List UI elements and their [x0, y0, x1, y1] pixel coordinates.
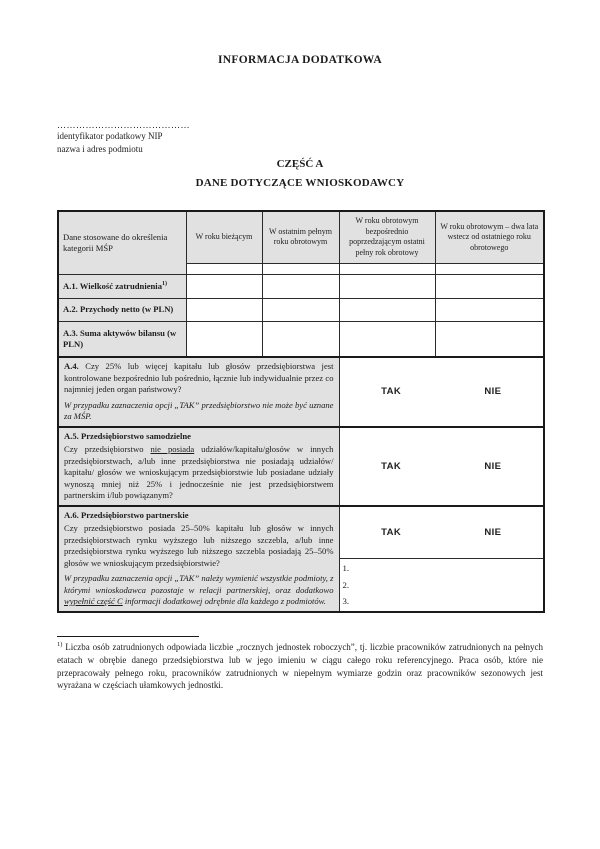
table-row-a6 — [58, 506, 544, 559]
table-row-a4 — [58, 357, 544, 427]
input-cell-a1-col4[interactable] — [435, 274, 544, 298]
a5-nie-option[interactable]: NIE — [484, 460, 502, 472]
header-category-column: Dane stosowane do określenia kategorii MŚP — [58, 211, 186, 274]
header-preceding-year: W roku obrotowym bezpośrednio poprzedzającym ostatni pełny rok obrotowy — [339, 211, 435, 263]
question-a4-note: W przypadku zaznaczenia opcji „TAK” przedsiębiorstwo nie może być uznane za MŚP. — [64, 399, 334, 421]
table-row-a5 — [58, 427, 544, 506]
list-item-3[interactable]: 3. — [342, 596, 350, 606]
footnote-separator — [57, 636, 199, 637]
document-title: INFORMACJA DODATKOWA — [218, 54, 382, 66]
question-a6-heading: A.6. Przedsiębiorstwo partnerskie — [64, 509, 189, 520]
entity-name-address-label: nazwa i adres podmiotu — [57, 143, 143, 154]
question-a6-partner: A.6. Przedsiębiorstwo partnerskie Czy przedsiębiorstwo posiada 25–50% kapitału lub głosów w innych przedsiębiorstwach rynku wyższego lub niższego szczebla, a/lub inne przedsiębiorstwa rynku wyższego lub niższego szczebla posiadają 25–50% głosów we wnioskującym przedsiębiorstwie? W przypadku zaznaczenia opcji „TAK” należy wymienić wszystkie podmioty, z którymi wnioskodawca pozostaje w relacji partnerskiej, oraz dodatkowo wypełnić część C informacji dodatkowej odrębnie dla każdego z podmiotów. — [58, 506, 339, 612]
header-last-full-year: W ostatnim pełnym roku obrotowym — [262, 211, 339, 263]
input-cell-a2-col3[interactable] — [339, 298, 435, 321]
table-row-a2 — [58, 298, 544, 321]
a4-tak-option[interactable]: TAK — [381, 386, 402, 398]
part-a-subtitle: DANE DOTYCZĄCE WNIOSKODAWCY — [195, 177, 405, 189]
list-item-1[interactable]: 1. — [342, 563, 350, 573]
input-cell-a2-col4[interactable] — [435, 298, 544, 321]
footnote-text: $^{1)}$ Liczba osób zatrudnionych odpowiada liczbie „rocznych jednostek roboczych”, tj. liczbie pracowników zatrudnionych na pełnych etatach w obrębie danego przedsiębiorstwa lub w jego imieniu w ciągu całego roku referencyjnego. Praca osób, które nie przepracowały pełnego roku, pracowników zatrudnionych w niepełnym wymiarze godzin oraz pracowników sezonowych jest wyrażana w częściach ułamkowych jednostki. — [57, 641, 543, 691]
year-cell-two-back[interactable] — [435, 263, 544, 274]
table-row-a1 — [58, 274, 544, 298]
question-a4-state-control: A.4. Czy 25% lub więcej kapitału lub głosów przedsiębiorstwa jest kontrolowane bezpośrednio lub pośrednio, łącznie lub indywidualnie przez co najmniej jeden organ państwowy? W przypadku zaznaczenia opcji „TAK” przedsiębiorstwo nie może być uznane za MŚP. — [58, 357, 339, 427]
input-cell-a1-col3[interactable] — [339, 274, 435, 298]
partner-entities-list — [339, 559, 544, 612]
input-cell-a1-col2[interactable] — [262, 274, 339, 298]
a5-tak-option[interactable]: TAK — [381, 460, 402, 472]
table-header-row — [58, 211, 544, 263]
question-a4-id: A.4. — [64, 361, 79, 371]
question-a6-note: W przypadku zaznaczenia opcji „TAK” należy wymienić wszystkie podmioty, z którymi wnioskodawca pozostaje w relacji partnerskiej, oraz dodatkowo wypełnić część C informacji dodatkowej odrębnie dla każdego z podmiotów. — [64, 573, 334, 606]
label-a2-net-revenue: A.2. Przychody netto (w PLN) — [58, 298, 186, 321]
year-cell-current[interactable] — [186, 263, 262, 274]
year-cell-last-full[interactable] — [262, 263, 339, 274]
header-current-year: W roku bieżącym — [186, 211, 262, 263]
answer-a4 — [339, 357, 544, 427]
table-row-a3 — [58, 321, 544, 357]
input-cell-a3-col4[interactable] — [435, 321, 544, 357]
input-cell-a1-col1[interactable] — [186, 274, 262, 298]
label-a1-employment: A.1. Wielkość zatrudnienia$^{1)}$ — [58, 274, 186, 298]
input-cell-a2-col1[interactable] — [186, 298, 262, 321]
identification-block — [57, 121, 190, 155]
footnote-ref-1: 1) — [162, 280, 167, 287]
header-two-years-back: W roku obrotowym – dwa lata wstecz od ostatniego roku obrotowego — [435, 211, 544, 263]
a6-nie-option[interactable]: NIE — [484, 526, 502, 538]
question-a5-independent: A.5. Przedsiębiorstwo samodzielne Czy przedsiębiorstwo nie posiada udziałów/kapitału/głosów w innych przedsiębiorstwach, a/lub inne przedsiębiorstwa nie posiadają udziałów/ kapitału/ głosów we wnioskującym przedsiębiorstwie lub posiadane udziały wynoszą mniej niż 25% i jednocześnie nie jest przedsiębiorstwem partnerskim i/lub powiązanym? — [58, 427, 339, 506]
year-cell-preceding[interactable] — [339, 263, 435, 274]
a6-tak-option[interactable]: TAK — [381, 526, 402, 538]
input-cell-a3-col2[interactable] — [262, 321, 339, 357]
input-cell-a3-col1[interactable] — [186, 321, 262, 357]
list-item-2[interactable]: 2. — [342, 579, 350, 590]
answer-a5 — [339, 427, 544, 506]
underlined-phrase: nie posiada — [150, 444, 195, 454]
question-a5-heading: A.5. Przedsiębiorstwo samodzielne — [64, 430, 191, 441]
a4-nie-option[interactable]: NIE — [484, 386, 502, 398]
fill-in-dotted-line[interactable]: …………………………………… — [57, 120, 190, 130]
msp-data-table — [57, 210, 545, 613]
footnote-block — [57, 636, 543, 692]
input-cell-a3-col3[interactable] — [339, 321, 435, 357]
input-cell-a2-col2[interactable] — [262, 298, 339, 321]
footnote-marker: 1) — [57, 641, 63, 648]
nip-label: identyfikator podatkowy NIP — [57, 131, 163, 141]
answer-a6 — [339, 506, 544, 559]
label-a3-balance-total: A.3. Suma aktywów bilansu (w PLN) — [58, 321, 186, 357]
part-a-heading: CZĘŚĆ A — [276, 158, 324, 170]
underlined-phrase: wypełnić część C — [64, 596, 123, 606]
